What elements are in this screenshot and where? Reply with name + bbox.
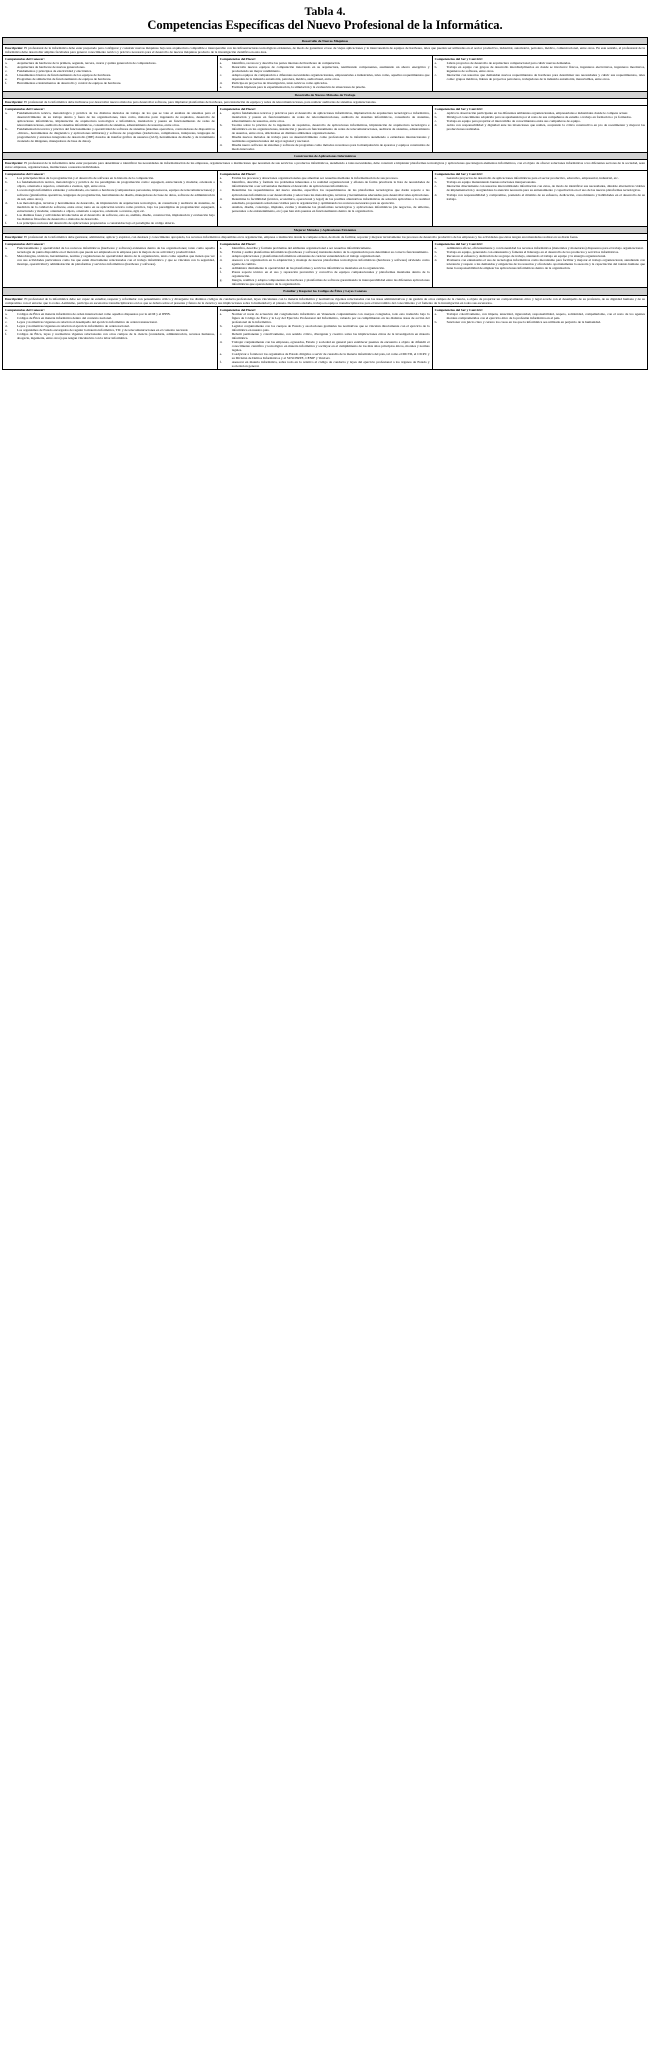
item-marker: b. [219, 323, 223, 328]
item-marker: c. [434, 118, 437, 123]
list-item [220, 188, 430, 196]
item-marker: c. [5, 319, 8, 324]
item-text: Identifica, describe y formula problemas del ambiente organizacional a ser resueltos informáticamente. [231, 246, 372, 251]
item-text: Trabaja en equipo, generando con entusiasmo y fomenta el liderazgo en el desarrollo de los productos y servicios informáticos. [446, 250, 619, 255]
table-number: Tabla 4. [304, 4, 346, 18]
item-text: Trabaja en equipo manteniendo buenas relaciones interpersonales. [446, 180, 537, 185]
item-marker: e. [5, 327, 8, 332]
item-marker: b. [5, 180, 8, 185]
item-text: Asesora a la organización en la adquisición y montaje de nuevas plataformas tecnológicas informáticas (hardware y software) sirviendo como agente de cambio. [231, 258, 430, 267]
item-marker: b. [434, 180, 438, 185]
column-heading: Competencias del Hacer: [219, 172, 257, 177]
item-text: Trabaja en equipo para propiciar el intercambio de conocimientos entre sus compañeros de equipo. [446, 118, 581, 123]
item-text: Diseña nuevo software de sistemas y software de programas como métodos novedosos para la manipulación de aparatos y equipos construidos de modo innovador. [231, 143, 430, 152]
item-marker: f. [5, 331, 7, 336]
item-marker: e. [219, 352, 223, 357]
item-marker: c. [5, 69, 8, 74]
item-text: Las metodologías, técnicas y herramientas de desarrollo, de implantación de arquitectura tecnológica, de consultoría y auditoría de sistemas, de medición de la calidad de software, entre otras; tanto en su aplicación teórica como práctica, bajo los paradigmas de programación: espagueti, estructurado y modular, orientado a objeto, orientado a aspectos, orientado a eventos, ágil, etc. [17, 200, 215, 213]
competency-list [435, 312, 645, 324]
competency-list [220, 61, 430, 89]
description-text: El profesional de la informática debe gestionar, administrar, aplicar y explotar, con destreza y conocimiento apropiado, los recursos informáticos disponibles en la organización, empresa o institución donde le compete actuar, de modo de facilitar, soportar y mejorar técnicamente los procesos de desarrollo productivo de las empresas y las actividades que éstas tengan encomendadas realizar en su diaria faena. [24, 234, 579, 239]
item-text: Administra eficaz, eficientemente y con honestidad los recursos informáticos (materiales y monetarios) dispuestos para el trabajo organizacional. [446, 246, 644, 251]
competency-list [435, 111, 645, 131]
item-marker: c. [219, 331, 223, 336]
item-marker: b. [434, 319, 438, 324]
item-text: Lidera proyectos de desarrollo de arquitectura computacional para cubrir nuevas demandas. [446, 61, 571, 66]
item-marker: a. [219, 61, 223, 66]
competencias-conocer-cell [3, 240, 218, 288]
document [2, 0, 648, 370]
competency-list [220, 111, 430, 151]
list-item [220, 352, 430, 360]
item-text: Herramientas e instrumentos de desarrollo y control de equipos de hardware. [17, 81, 122, 86]
item-text: Trabajar conjuntamente con las empresas, egresados, Estado y sociedad en general para establecer puentes de encuentro a objeto de difundir el conocimiento científico y tecnológico en materia informática y socilayar en el cumplimiento de los más altos principios éticos, morales y normas legales. [231, 340, 430, 353]
list-item [5, 111, 215, 127]
competencias-conocer-cell [3, 56, 218, 91]
item-marker: d. [5, 323, 8, 328]
column-heading: Competencias del Hacer: [219, 307, 257, 312]
description-text: El profesional de la informática debe estar preparado para configurar y construir nuevas máquinas bajo una arquitectura compatible e interoperable con las infraestructuras tecnológicas existentes, de modo de garantizar el uso de viejas aplicaciones y la interconexión de equipos de hardware, tales que puedan ser utilizadas en el sector productivo, industrial, automotriz, petrolero, médico, comunicacional, entre otros. En este sentido, el profesional de la informática debe desarrollar amplias facultades para generar conocimiento teórico y práctico necesario para el desarrollo de nuevas máquinas producto de la investigación científica en esta área. [5, 46, 645, 55]
item-text: Leyes y normativas vigentes en relación al ejercicio informático de orden nacional. [17, 323, 130, 328]
item-marker: b. [219, 250, 223, 255]
item-marker: f. [5, 220, 7, 225]
item-text: Gerencia proyectos de desarrollo de aplicaciones informáticas para el sector productivo, educativo, empresarial, industrial, etc. [446, 176, 619, 181]
item-marker: a. [5, 61, 8, 66]
list-item [5, 127, 215, 143]
item-marker: b. [434, 250, 438, 255]
list-item [5, 332, 215, 340]
item-marker: b. [5, 254, 8, 259]
competencias-conocer-cell [3, 171, 218, 227]
column-heading: Competencias del Hacer: [219, 241, 257, 246]
item-marker: b. [5, 65, 8, 70]
competency-list [5, 176, 215, 225]
list-item [435, 65, 645, 73]
column-heading: Competencias del Ser y Convivir: [434, 106, 484, 111]
item-text: Códigos de Ética en materia informática dentro del contexto nacional. [17, 315, 112, 320]
list-item [5, 246, 215, 254]
item-marker: e. [219, 85, 223, 90]
item-text: Adapta equipos de computación a diferentes necesidades organizacionales, empresariales e industriales, tales como, aquellos requerimientos que dependen de la industria automotriz, petrolera, médica, audiovisual, entre otros. [231, 73, 430, 82]
description-text: El profesional de la informática debe estar preparado para determinar e identificar las necesidades de informatización de las empresas, organizaciones o instituciones que necesiten de sus servicios o productos informáticos, atendiendo a tales necesidades, debe construir e implantar plataformas tecnológicas y aplicaciones que integren elementos informáticos, con el objeto de ofrecer soluciones informáticas a los diferentes sectores de la sociedad, sean éstos: empresas, organizaciones, instituciones o usuarios individuales. [5, 161, 645, 170]
item-text: Legislar conjuntamente con los cuerpos de Estado y asociaciones gremiales las normativas que se vinculan directamente con el ejercicio de la informática en nuestro país. [231, 323, 430, 332]
competencias-hacer-cell [217, 105, 432, 153]
section-heading: Desarrollo de Nuevos Métodos de Trabajo [3, 91, 648, 98]
competency-list [220, 246, 430, 286]
description-text: El profesional de la informática debe inclinarse por desarrollar nuevos métodos para desarrollar software, para implantar plataformas de hardware, para instalación de equipos y redes de telecomunicaciones, para realizar auditorías de sistemas organizacionales. [24, 99, 377, 104]
column-heading: Competencias del Ser y Convivir: [434, 57, 484, 62]
item-marker: c. [434, 184, 437, 189]
item-marker: c. [219, 188, 223, 193]
list-item [435, 320, 645, 324]
list-item [5, 213, 215, 221]
item-text: Leyes y normativas vigentes en relación al desempeño del ejercicio informático de orden transnacional. [17, 319, 158, 324]
section-description [3, 295, 648, 306]
competencias-ser-convivir-cell [432, 56, 647, 91]
item-text: Los principios rectores del desarrollo de aplicaciones propietarias o construidas bajo el paradigma de código abierto. [17, 220, 176, 225]
list-item [220, 73, 430, 81]
item-marker: a. [5, 246, 8, 251]
item-marker: a. [434, 61, 437, 66]
section-heading: Desarrollo de Nuevas Máquinas [3, 38, 648, 45]
item-marker: f. [5, 81, 7, 86]
competencias-hacer-cell [217, 171, 432, 227]
item-marker: a. [219, 311, 223, 316]
item-marker: f. [219, 360, 222, 365]
list-item [5, 221, 215, 225]
list-item [220, 270, 430, 278]
item-marker: c. [219, 134, 223, 139]
item-text: Códigos de Ética, leyes y normativas vigentes relacionadas con otros campos de la ciencia (contaduría, administración, recursos humanos, abogacía, ingeniería, entre otros) que tengan vinculación con la labor informática. [17, 331, 215, 340]
item-marker: c. [5, 188, 8, 193]
item-text: Fundamentos y principios de electricidad y electrónica. [17, 69, 93, 74]
item-text: Los organismos de Estado encargados de regular la materia informática, TIC y de telecomunicaciones en el contexto nacional. [17, 327, 189, 332]
list-item [220, 205, 430, 213]
section-heading: Estudiar y Respetar los Códigos de Ética y Leyes Conexas [3, 288, 648, 295]
description-text: El profesional de la informática debe ser capaz de estudiar, respetar y reformular con pensamiento crítico y divergente los distintos códigos de conducta profesional, leyes vinculantes con la materia informática y normativas vigentes relacionadas con las áreas administrativas y de gestión de otros campos de la ciencia, a objeto de propiciar un comportamiento ético y legal acorde con el desempeño de su profesión, de su dignidad humana y de su compromiso con el entorno que lo rodea. Asimismo, participa en escenarios transdisciplinarios en los que se debata sobre el presente y futuro de la ciencia y sus implicaciones sobre la humanidad y el planeta. De forma aledaña, trabaja en equipos transdisciplinarios para el intercambio del conocimiento y el fomento de la investigación en todos sus escenarios. [5, 296, 645, 305]
list-item [5, 180, 215, 188]
competencias-ser-convivir-cell [432, 171, 647, 227]
column-heading: Competencias del Hacer: [219, 57, 257, 62]
competencias-conocer-cell [3, 105, 218, 153]
item-marker: a. [5, 311, 8, 316]
item-marker: f. [219, 270, 222, 275]
list-item [220, 312, 430, 324]
item-marker: a. [219, 176, 223, 181]
item-marker: a. [219, 110, 223, 115]
section-description [3, 45, 648, 56]
item-marker: e. [5, 77, 8, 82]
list-item [220, 340, 430, 352]
list-item [435, 184, 645, 192]
item-text: Presta soporte técnico en el uso y reparación preventiva y correctiva de equipos computacionales y plataformas instaladas dentro de la organización. [231, 270, 430, 279]
item-text: Identifica, describe y formula los problemas inherentes a la realidad organizacional y afianza de forma prioritaria la lista de necesidades de informatización a ser solventadas mediante el desarrollo de aplicaciones informáticas. [231, 180, 430, 189]
list-item [5, 254, 215, 266]
item-text: Asesorar en materia informática, sobre todo en lo relativo al código de conducta y leyes del ejercicio profesional a los órganos de Estado y sociedad en general. [231, 360, 430, 369]
column-heading: Competencias del Conocer: [5, 172, 45, 177]
competency-list [435, 176, 645, 200]
item-text: Interactúa directamente con usuarios intercambiando información con éstos, de modo de identificar sus necesidades, dándole alternativas viables de implementación y otorgándoles la atención necesaria para su entrenamiento y capacitación en el uso de las nuevas plataformas tecnológicas. [446, 184, 645, 193]
list-item [220, 197, 430, 205]
competencias-ser-convivir-cell [432, 240, 647, 288]
list-item [220, 258, 430, 266]
item-marker: a. [434, 311, 437, 316]
section-heading: Construcción de Aplicaciones Informáticas [3, 153, 648, 160]
item-text: Administra diariamente la operatividad de las plataformas y servicios informáticos instalados en la organización. [231, 266, 385, 271]
item-marker: c. [434, 73, 437, 78]
item-marker: e. [219, 204, 223, 209]
item-text: Coadyuvar a fortalecer los organismos de Estado dirigidos a servir de custodia de la materia informática del país, tal como el MCTII, el CICPC y su División de Delitos Informáticos y el SUSCERTE, CENIF y VenCert. [231, 352, 430, 361]
item-text: Sancionar con juicio claro y certero los casos en los que la informática sea utilizada en perjuicio de la humanidad. [446, 319, 601, 324]
item-text: Programas de simulación de funcionamiento de equipos de hardware. [17, 77, 112, 82]
item-marker: a. [5, 110, 8, 115]
item-marker: b. [5, 126, 8, 131]
item-text: Participa en proyectos de investigación, tanto teóricos como aplicados. [231, 81, 328, 86]
column-heading: Competencias del Conocer: [5, 307, 45, 312]
item-marker: b. [434, 65, 438, 70]
item-text: Trabaja en equipo con grupos de desarrollo interdisciplinarios en donde se involucra: físicos, ingenieros electrónicos, ingenieros mecánicos, ingenieros de software, entre otros. [446, 65, 645, 74]
item-text: Actúa con responsabilidad y dignidad ante las invenciones que realiza, aceptando la crítica constructiva en pro de reestimentar y mejorar las producciones realizadas. [446, 122, 645, 131]
item-marker: d. [434, 122, 438, 127]
item-marker: b. [434, 114, 438, 119]
list-item [5, 81, 215, 85]
list-item [220, 143, 430, 151]
competency-list [5, 61, 215, 85]
item-text: Evalúa los procesos y situaciones organizacionales que ameritan ser resueltas mediante la informatización de sus procesos. [231, 176, 399, 181]
list-item [220, 123, 430, 135]
item-text: Diseña nuevos métodos de trabajo para su desenvolvimiento como profesional de la informática atendiendo a estándares internacionales y realidades organizacionales del argot regional y nacional. [231, 134, 430, 143]
item-text: La tecnología informática existente y actualizada, en cuanto a hardware (computadores personales, impresoras, equipos de telecomunicaciones) y software (plataformas operativas, lenguajes de programación, herramientas de diseño, manejadores de base de datos, software de administración de red, entre otros). [17, 188, 215, 201]
description-label: Descripción: [5, 234, 24, 239]
section-description [3, 98, 648, 105]
list-item [220, 360, 430, 368]
item-text: Promueve con entusiasmo el uso de tecnologías informáticas como mecanismo para facilitar y mejorar el trabajo organizacional, atendiendo con tolerancia y respeto a las demandas y exigencias de los usuarios y ofreciendo oportunamente la asesoría y la capacitación del talento humano que tiene la responsabilidad de emplear las aplicaciones informáticas dentro de la organización. [446, 258, 645, 271]
item-marker: a. [434, 176, 437, 181]
list-item [220, 135, 430, 143]
list-item [435, 123, 645, 131]
item-text: Fundamentación teórica y práctica del funcionamiento y operatividad de software de sistemas (sistemas operativos, controladores de dispositivos -drivers-, herramientas de diagnóstico y aplicaciones utilitarias) y software de programas (traductores, compiladores, intérpretes, lenguajes de programación y entornos integrados de desarrollo (IDE) dotados de interfaz gráfica de usuarios (GUI), herramientas de diseño y de tratamiento avanzado de imágenes, manejadores de base de datos). [17, 126, 215, 143]
competencias-ser-convivir-cell [432, 105, 647, 153]
list-item [5, 188, 215, 200]
competency-list [220, 176, 430, 212]
item-marker: c. [434, 254, 437, 259]
item-text: Trabaja con responsabilidad y compromiso, poniendo el máximo de su esfuerzo, dedicación, conocimiento y habilidades en el desarrollo de su trabajo. [446, 192, 645, 201]
list-item [220, 324, 430, 332]
column-heading: Competencias del Hacer: [219, 106, 257, 111]
list-item [220, 65, 430, 73]
item-text: La fundamentación teórica, metodológica y práctica de los paradigmas de programación como: espagueti, estructurada y modular, orientada a objeto, orientada a aspectos, orientada a eventos, ágil, entre otros. [17, 180, 215, 189]
list-item [220, 332, 430, 340]
list-item [435, 73, 645, 81]
item-marker: g. [219, 278, 223, 283]
item-text: Identifica, reconoce y describe las partes internas del hardware de computación. [231, 61, 341, 66]
item-marker: e. [5, 212, 8, 217]
competency-list [435, 246, 645, 270]
competencias-ser-convivir-cell [432, 306, 647, 370]
competencias-hacer-cell [217, 240, 432, 288]
list-item [5, 201, 215, 213]
item-text: Evalúa y audita plataformas informáticas (hardware y software) instaladas dentro de la organización para determinar su correcto funcionamiento. [231, 250, 429, 255]
item-marker: d. [5, 200, 8, 205]
item-text: Determina la factibilidad (técnica, económica, operacional y legal) de las posibles alternativas informáticas de solución aplicables a la realidad estudiada, proponiendo soluciones viables para la organización y optimizando los recursos necesarios para su ejecución. [231, 196, 430, 205]
item-marker: b. [5, 315, 8, 320]
section-description [3, 233, 648, 240]
item-text: Desarrolla nuevos equipos de computación innovando en su arquitectura, reutilizando componentes, asumiendo un ahorro energético y produciendo un mayor rendimiento. [231, 65, 430, 74]
item-text: Adapta aplicaciones y plataformas informáticas existentes de carácter estandarizado al trabajo organizacional. [231, 254, 381, 259]
section-description [3, 160, 648, 171]
competency-list [5, 312, 215, 340]
item-marker: a. [434, 246, 437, 251]
item-marker: c. [219, 73, 223, 78]
item-marker: d. [5, 73, 8, 78]
competencias-hacer-cell [217, 306, 432, 370]
list-item [220, 111, 430, 123]
column-heading: Competencias del Conocer: [5, 57, 45, 62]
item-text: Divulga el conocimiento adquirido para su aprehensión por el resto de sus compañeros de estudio o trabajo en formación o ya formados. [446, 114, 632, 119]
item-text: Analiza, diseña, construye, implanta, evalúa y mantiene las plataformas tecnológicas y aplicaciones informáticas (de negocios, de utilerías, personales o de entretenimiento, etc.) que han sido puestas en funcionamiento dentro de la organización. [231, 204, 430, 213]
item-text: Arquitectura de hardware de la primera, segunda, tercera, cuarta y quinta generación de computadores. [17, 61, 157, 66]
item-text: Las distintas fases y actividades involucradas en el desarrollo de software, esto es, análisis, diseño, construcción, implantación y evaluación bajo las distintas filosofías de desarrollo o métodos de desarrollo. [17, 212, 215, 221]
item-marker: d. [434, 258, 438, 263]
item-text: Formula hipótesis para la experimentación, la simulación y la evaluación de situaciones de prueba. [231, 85, 366, 90]
item-text: Debatir permanente y colectivamente, con sentido crítico, divergente y creativo sobre las implicaciones éticas de la investigación en materia informática. [231, 331, 430, 340]
description-label: Descripción: [5, 46, 24, 51]
item-marker: d. [219, 340, 223, 344]
item-marker: c. [219, 254, 223, 259]
item-text: Lineamientos básicos de funcionamiento de los equipos de hardware. [17, 73, 112, 78]
item-marker: d. [434, 192, 438, 197]
column-heading: Competencias del Conocer: [5, 241, 45, 246]
column-heading: Competencias del Ser y Convivir: [434, 307, 484, 312]
item-text: Interactúa con usuarios que demandan nuevos requerimientos de hardware para determinar sus necesidades y cubrir sus requerimientos, tales como: grupos médicos, líderes de proyectos petroleros, trabajadores de la industria automotriz, massvisibles, entre otros. [446, 73, 645, 82]
item-marker: a. [5, 176, 8, 181]
item-text: Metodologías, técnicas, herramientas, normas y regulaciones de operatividad dentro de la organización, tanto como aquellas que tienen que ver con sus actividades particulares como las que estén directamente relacionadas con el trabajo informático y que se vinculan con la seguridad, montaje, operatividad y administración de plataformas y servicios informáticos (hardware y software). [17, 254, 215, 267]
column-heading: Competencias del Conocer: [5, 106, 45, 111]
item-text: Aplica la observación participante en los diferentes ambientes organizacionales, empresariales e industriales donde le compete actuar. [446, 110, 628, 115]
item-marker: b. [219, 65, 223, 70]
item-marker: d. [219, 258, 223, 263]
item-marker: a. [219, 246, 223, 251]
table-title: Competencias Específicas del Nuevo Profesional de la Informática. [147, 18, 503, 32]
section-heading: Mejorar Métodos y Aplicaciones Existentes [3, 226, 648, 233]
description-label: Descripción: [5, 161, 24, 166]
competencias-conocer-cell [3, 306, 218, 370]
list-item [220, 278, 430, 286]
item-text: Normar el norte de actuación del conglomerado informático en Venezuela conjuntamente con cuerpos colegiados, todo esto traducido bajo la figura de Código de Ética y la Ley del Ejercicio Profesional del Informático, velando por su cumplimiento en las distintas áreas de acción del profesional de la informática. [231, 311, 430, 324]
competency-list [435, 61, 645, 81]
list-item [435, 193, 645, 201]
item-text: Funcionamiento y operatividad de los recursos informáticos (hardware y software) existentes dentro de las organizaciones; tanto como aquella tecnología de punta disponible en el mercado que pueda ser empleada en la empresa para la mejora de su actividad y productividad. [17, 246, 215, 255]
column-heading: Competencias del Ser y Convivir: [434, 241, 484, 246]
item-text: Aplica fundamentos teóricos y prácticos para el desarrollo de aplicaciones informáticas, implantación de arquitectura tecnológica e informática, instalación y puesta en funcionamiento de redes de telecomunicaciones, auditoría de sistemas informáticos, consultoría de sistemas, adiestramiento de usuarios, entre otros. [231, 110, 430, 123]
list-item [220, 180, 430, 188]
item-text: Determina los requerimientos del nuevo sistema, especifica los requerimientos de las plataformas tecnológicas que darán soporte a las aplicaciones informáticas a ser desarrolladas y selecciona las metodologías, técnicas y herramientas adecuadas para desarrollar tales aplicaciones. [231, 188, 430, 197]
item-text: Trabajar colectivamente, con ímpetu, tenacidad, rigurosidad, responsabilidad, respeto, solidaridad, compañerismo, con el resto de los agentes morales comprometidos con el ejercicio ético de la profesión informática en el país. [446, 311, 645, 320]
item-marker: d. [219, 143, 223, 148]
column-heading: Competencias del Ser y Convivir: [434, 172, 484, 177]
item-text: Códigos de Ética en materia informática de orden internacional como aquellos dispuestos por la ACM y el IEEB. [17, 311, 171, 316]
item-text: Integra, reutiliza y adapta componentes de hardware y plataformas de software garantizando la interoperabilidad entre las diferentes aplicaciones informáticas que operan dentro de la organización. [231, 278, 430, 287]
item-text: Teoriza sobre la práctica de la ingeniería de requisitos, desarrollo de aplicaciones informáticas, implantación de arquitectura tecnológica e informática en las organizaciones, instalación y puesta en funcionamiento de redes de telecomunicaciones, auditoría de sistemas, adiestramiento de usuarios, entre otros, ubicándose en distintos ambientes organizacionales. [231, 122, 430, 135]
competencies-table [2, 37, 648, 370]
item-marker: b. [219, 180, 223, 185]
description-label: Descripción: [5, 99, 24, 104]
item-marker: b. [219, 122, 223, 127]
list-item [220, 85, 430, 89]
item-marker: d. [219, 196, 223, 201]
list-item [435, 258, 645, 270]
item-marker: d. [219, 81, 223, 86]
item-text: Arquitectura de hardware de nuevas generaciones. [17, 65, 86, 70]
item-text: Reconoce el esfuerzo y dedicación de su grupo de trabajo, alentando al trabajo en equipo y la sinergia organizacional. [446, 254, 607, 259]
competency-list [220, 312, 430, 369]
competency-list [5, 246, 215, 266]
item-marker: e. [219, 266, 223, 271]
description-label: Descripción: [5, 296, 24, 301]
item-marker: a. [434, 110, 437, 115]
item-text: Fundamentación teórica, metodológica y práctica de los distintos métodos de trabajo de los que se vale el analista de sistemas para el desenvolvimiento de su trabajo dentro y fuera de las organizaciones, tales como, métodos para: ingeniería de requisitos, desarrollo de aplicaciones informáticas, implantación de arquitectura tecnológica e informática, instalación y puesta en funcionamiento de redes de telecomunicaciones, auditoría de sistemas informáticos, consultoría de sistemas, adiestramiento de usuarios, entre otros. [17, 110, 215, 127]
competency-list [5, 111, 215, 143]
list-item [435, 312, 645, 320]
competencias-hacer-cell [217, 56, 432, 91]
item-text: Los principales hitos de la programación y el desarrollo de software en la historia de la computación. [17, 176, 154, 181]
